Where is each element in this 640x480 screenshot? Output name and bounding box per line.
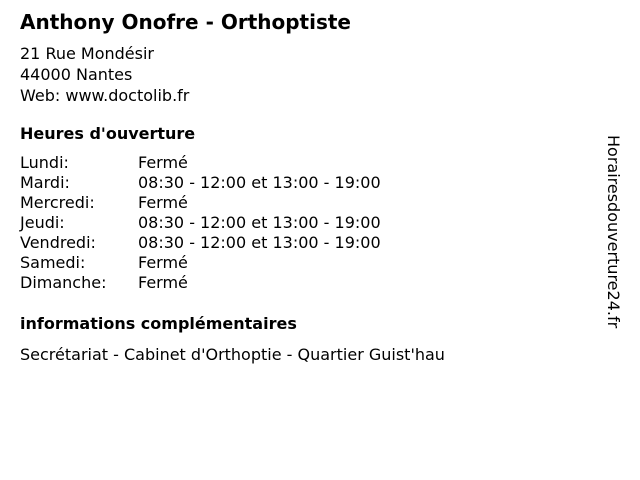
hours-day: Mardi: <box>20 173 70 192</box>
hours-day: Dimanche: <box>20 273 107 292</box>
page-title: Anthony Onofre - Orthoptiste <box>20 10 351 34</box>
hours-time: 08:30 - 12:00 et 13:00 - 19:00 <box>138 213 381 232</box>
info-text: Secrétariat - Cabinet d'Orthoptie - Quartier Guist'hau <box>20 345 445 364</box>
hours-day: Lundi: <box>20 153 69 172</box>
hours-heading: Heures d'ouverture <box>20 124 196 143</box>
hours-time: Fermé <box>138 193 188 212</box>
info-heading: informations complémentaires <box>20 314 297 333</box>
hours-time: 08:30 - 12:00 et 13:00 - 19:00 <box>138 233 381 252</box>
hours-day: Mercredi: <box>20 193 95 212</box>
hours-time: Fermé <box>138 273 188 292</box>
hours-time: 08:30 - 12:00 et 13:00 - 19:00 <box>138 173 381 192</box>
address-city: 44000 Nantes <box>20 65 133 84</box>
hours-time: Fermé <box>138 153 188 172</box>
address-block <box>20 43 189 106</box>
hours-day: Samedi: <box>20 253 86 272</box>
hours-time: Fermé <box>138 253 188 272</box>
hours-day: Jeudi: <box>20 213 65 232</box>
address-street: 21 Rue Mondésir <box>20 44 155 63</box>
address-web: Web: www.doctolib.fr <box>20 86 190 105</box>
site-watermark: Horairesdouverture24.fr <box>604 135 623 329</box>
hours-day: Vendredi: <box>20 233 96 252</box>
